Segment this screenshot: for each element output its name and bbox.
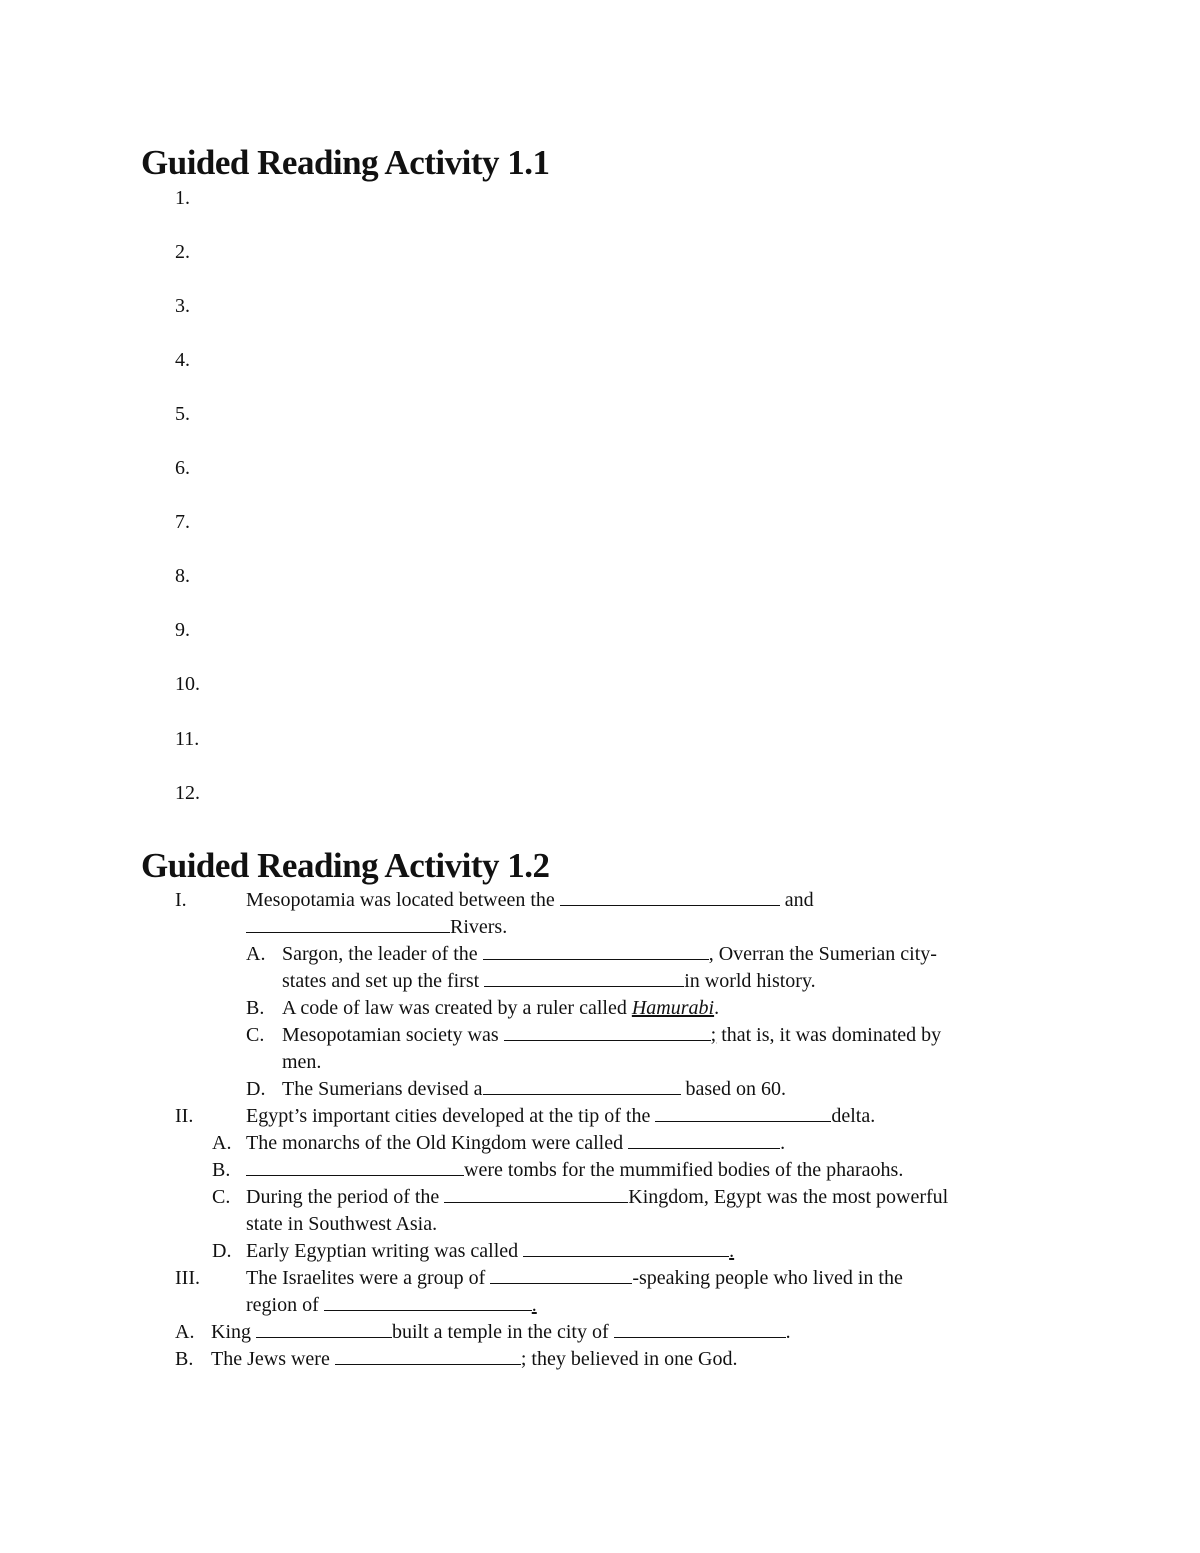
answer-number-12: 12.: [175, 782, 200, 804]
text: states and set up the first: [282, 970, 480, 992]
outline-item-III-line-1: [246, 1265, 903, 1292]
fill-in-blank[interactable]: [490, 1265, 632, 1284]
fill-in-blank[interactable]: [560, 887, 780, 906]
outline-item-III-B: [211, 1346, 737, 1373]
outline-item-I-C-line-2: men.: [282, 1051, 322, 1073]
fill-in-blank[interactable]: [246, 1157, 464, 1176]
fill-in-blank[interactable]: [324, 1292, 532, 1311]
outline-item-I-B: [282, 995, 719, 1022]
outline-marker-I-D: D.: [246, 1078, 266, 1100]
fill-in-blank[interactable]: [655, 1103, 831, 1122]
text: ;: [710, 1024, 717, 1046]
text: Kingdom, Egypt was the most powerful: [628, 1186, 949, 1208]
outline-marker-II-D: D.: [212, 1240, 232, 1262]
outline-marker-II-A: A.: [212, 1132, 232, 1154]
text: Mesopotamia was located between the: [246, 889, 555, 911]
fill-in-blank[interactable]: [628, 1130, 780, 1149]
fill-in-blank[interactable]: [256, 1319, 392, 1338]
outline-item-II-C-line-1: [246, 1184, 948, 1211]
outline-item-I-A-line-1: [282, 941, 937, 968]
outline-item-II-A: [246, 1130, 785, 1157]
text: built a temple in the city of: [392, 1321, 609, 1343]
answer-number-6: 6.: [175, 457, 190, 479]
outline-marker-II-C: C.: [212, 1186, 231, 1208]
outline-item-II: [246, 1103, 875, 1130]
answer-number-7: 7.: [175, 511, 190, 533]
outline-marker-I: I.: [175, 889, 187, 911]
answer-number-11: 11.: [175, 728, 200, 750]
section-1-1-title: Guided Reading Activity 1.1: [141, 143, 550, 182]
text: ; they believed in one God.: [520, 1348, 738, 1370]
fill-in-blank[interactable]: [504, 1022, 711, 1041]
answer-number-9: 9.: [175, 619, 190, 641]
answer-number-4: 4.: [175, 349, 190, 371]
text: .: [729, 1240, 735, 1262]
text: in world history.: [684, 970, 816, 992]
outline-item-III-line-2: [246, 1292, 537, 1319]
text: region of: [246, 1294, 319, 1316]
text: Mesopotamian society was: [282, 1024, 499, 1046]
text: Egypt’s important cities developed at the tip of the: [246, 1105, 651, 1127]
outline-item-I-line-1: [246, 887, 814, 914]
fill-in-blank[interactable]: [246, 914, 450, 933]
fill-in-blank[interactable]: [484, 968, 684, 987]
outline-marker-III: III.: [175, 1267, 200, 1289]
fill-in-blank[interactable]: [483, 1076, 681, 1095]
answer-number-10: 10.: [175, 673, 200, 695]
fill-in-blank[interactable]: [444, 1184, 628, 1203]
text: The Israelites were a group of: [246, 1267, 486, 1289]
fill-in-blank[interactable]: [523, 1238, 729, 1257]
answer-number-1: 1.: [175, 187, 190, 209]
outline-marker-III-B: B.: [175, 1348, 194, 1370]
text: Early Egyptian writing was called: [246, 1240, 519, 1262]
text: .: [714, 997, 720, 1019]
outline-item-I-line-2: [246, 914, 507, 941]
text: King: [211, 1321, 251, 1343]
filled-answer: Hamurabi: [631, 997, 715, 1019]
text: Rivers.: [450, 916, 508, 938]
answer-number-5: 5.: [175, 403, 190, 425]
outline-item-II-D: [246, 1238, 734, 1265]
text: .: [531, 1294, 537, 1316]
outline-item-II-B: [246, 1157, 903, 1184]
text: Sargon, the leader of the: [282, 943, 478, 965]
outline-item-I-C-line-1: [282, 1022, 941, 1049]
outline-marker-I-A: A.: [246, 943, 266, 965]
text: delta.: [831, 1105, 876, 1127]
text: -speaking people who lived in the: [632, 1267, 903, 1289]
text: based on 60.: [680, 1078, 787, 1100]
text: that is, it was dominated by: [716, 1024, 942, 1046]
outline-item-I-D: [282, 1076, 786, 1103]
text: During the period of the: [246, 1186, 440, 1208]
fill-in-blank[interactable]: [335, 1346, 521, 1365]
text: were tombs for the mummified bodies of the pharaohs.: [464, 1159, 904, 1181]
fill-in-blank[interactable]: [483, 941, 709, 960]
text: and: [784, 889, 814, 911]
text: .: [780, 1132, 786, 1154]
text: .: [785, 1321, 791, 1343]
text: A code of law was created by a ruler called: [282, 997, 627, 1019]
answer-number-3: 3.: [175, 295, 190, 317]
outline-marker-II-B: B.: [212, 1159, 231, 1181]
text: The Jews were: [211, 1348, 330, 1370]
outline-item-III-A: [211, 1319, 791, 1346]
answer-number-2: 2.: [175, 241, 190, 263]
outline-marker-I-B: B.: [246, 997, 265, 1019]
outline-item-II-C-line-2: state in Southwest Asia.: [246, 1213, 438, 1235]
outline-marker-II: II.: [175, 1105, 194, 1127]
outline-marker-III-A: A.: [175, 1321, 195, 1343]
text: The monarchs of the Old Kingdom were called: [246, 1132, 624, 1154]
outline-item-I-A-line-2: [282, 968, 816, 995]
section-1-2-title: Guided Reading Activity 1.2: [141, 846, 550, 885]
outline-marker-I-C: C.: [246, 1024, 265, 1046]
answer-number-8: 8.: [175, 565, 190, 587]
text: , Overran the Sumerian city-: [708, 943, 937, 965]
fill-in-blank[interactable]: [614, 1319, 786, 1338]
text: The Sumerians devised a: [282, 1078, 483, 1100]
